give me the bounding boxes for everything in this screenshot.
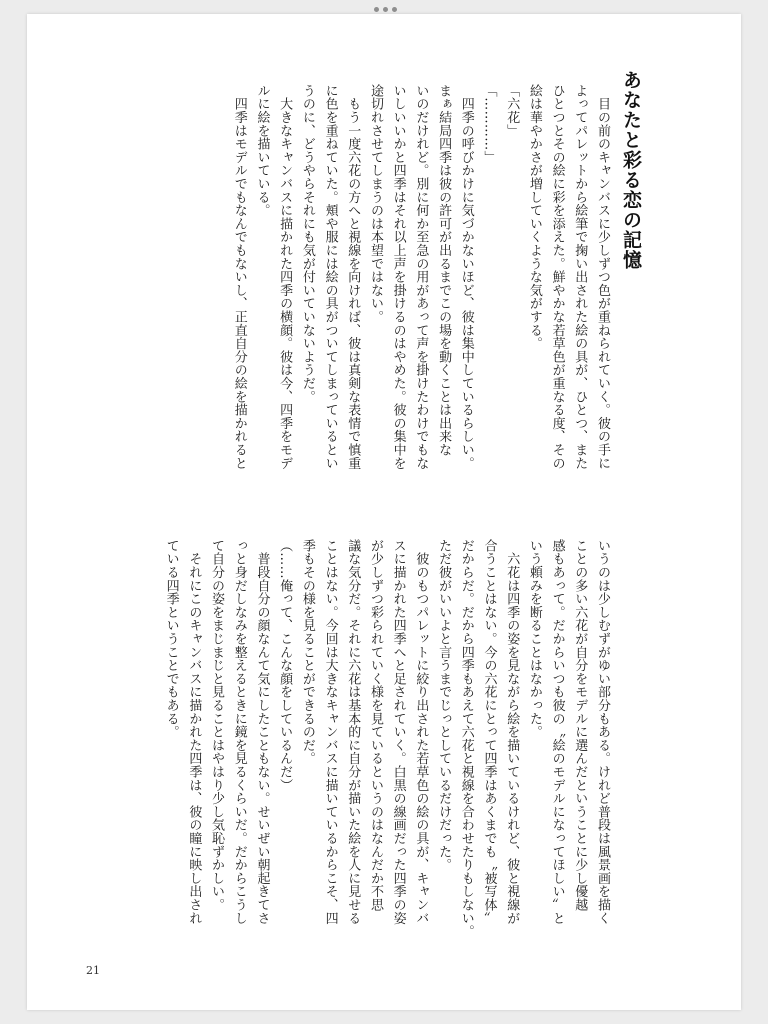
handle-dot xyxy=(374,7,379,12)
upper-text-block xyxy=(227,84,613,524)
text-line: 六花は四季の姿を見ながら絵を描いているけれど、彼と視線が xyxy=(504,539,520,925)
text-line: 四季はモデルでもなんでもないし、正直自分の絵を描かれると xyxy=(231,84,247,470)
text-line: うのに、どうやらそれにも気が付いていないようだ。 xyxy=(299,84,315,404)
text-line: 合うことはない。今の六花にとって四季はあくまでも〝被写体〟 xyxy=(481,539,497,925)
text-line: ことの多い六花が自分をモデルに選んだということに少し優越 xyxy=(572,539,588,912)
text-line: ている四季ということでもある。 xyxy=(163,539,179,739)
text-line: 「六花」 xyxy=(504,84,520,138)
text-line: それにこのキャンバスに描かれた四季は、彼の瞳に映し出され xyxy=(186,539,202,925)
text-line: いしいいかと四季はそれ以上声を掛けるのはやめた。彼の集中を xyxy=(390,84,406,470)
text-line: に色を重ねていた。頬や服には絵の具がついてしまっているとい xyxy=(322,84,338,470)
text-line: ただ彼がいいよと言うまでじっとしているだけだった。 xyxy=(436,539,452,872)
text-line: よってパレットから絵筆で掬い出された絵の具が、ひとつ、また xyxy=(572,84,588,470)
text-line: （……俺って、こんな顔をしているんだ） xyxy=(277,539,293,792)
text-line: 途切れさせてしまうのは本望ではない。 xyxy=(367,84,383,324)
text-line: いうのは少しむずがゆい部分もある。けれど普段は風景画を描く xyxy=(595,539,610,925)
text-line: 大きなキャンバスに描かれた四季の横顔。彼は今、四季をモデ xyxy=(277,84,293,470)
text-line: 感もあって。だからいつも彼の〝絵のモデルになってほしい〟と xyxy=(549,539,565,925)
text-line: 普段自分の顔なんて気にしたこともない。せいぜい朝起きてさ xyxy=(254,539,270,925)
text-line: まぁ結局四季は彼の許可が出るまでこの場を動くことは出来な xyxy=(436,84,452,457)
text-line: 「…………」 xyxy=(481,84,497,164)
text-line: が少しずつ彩られていく様を見ているというのはなんだか不思 xyxy=(367,539,383,912)
text-line: だからだ。だから四季もあえて六花と視線を合わせたりもしない。 xyxy=(458,539,474,938)
handle-dot xyxy=(383,7,388,12)
text-line: 議な気分だ。それに六花は基本的に自分が描いた絵を人に見せる xyxy=(345,539,361,925)
page-number: 21 xyxy=(86,964,100,977)
text-line: 目の前のキャンバスに少しずつ色が重ねられていく。彼の手に xyxy=(595,84,610,470)
lower-text-block xyxy=(159,539,613,979)
handle-dot xyxy=(392,7,397,12)
text-line: 四季の呼びかけに気づかないほど、彼は集中しているらしい。 xyxy=(458,84,474,470)
text-line: ルに絵を描いている。 xyxy=(254,84,270,217)
text-line: スに描かれた四季へと足されていく。白黒の線画だった四季の姿 xyxy=(390,539,406,925)
window-handle[interactable] xyxy=(374,7,397,12)
text-line: いのだけれど。別に何か至急の用があって声を掛けたわけでもな xyxy=(413,84,429,470)
text-line: 絵は華やかさが増していくような気がする。 xyxy=(526,84,542,350)
text-line: っと身だしなみを整えるときに鏡を見るくらいだ。だからこうし xyxy=(231,539,247,925)
text-line: ことはない。今回は大きなキャンバスに描いているからこそ、四 xyxy=(322,539,338,925)
text-line: 彼のもつパレットに絞り出された若草色の絵の具が、キャンバ xyxy=(413,539,429,925)
text-line: いう頼みを断ることはなかった。 xyxy=(526,539,542,739)
text-line: もう一度六花の方へと視線を向ければ、彼は真剣な表情で慎重 xyxy=(345,84,361,470)
text-line: 季もその様を見ることができるのだ。 xyxy=(299,539,315,766)
text-line: て自分の姿をまじまじと見ることはやはり少し気恥ずかしい。 xyxy=(209,539,225,912)
book-page xyxy=(27,14,741,1010)
chapter-title: あなたと彩る恋の記憶 xyxy=(620,70,642,270)
text-line: ひとつとその絵に彩を添えた。鮮やかな若草色が重なる度、その xyxy=(549,84,565,470)
